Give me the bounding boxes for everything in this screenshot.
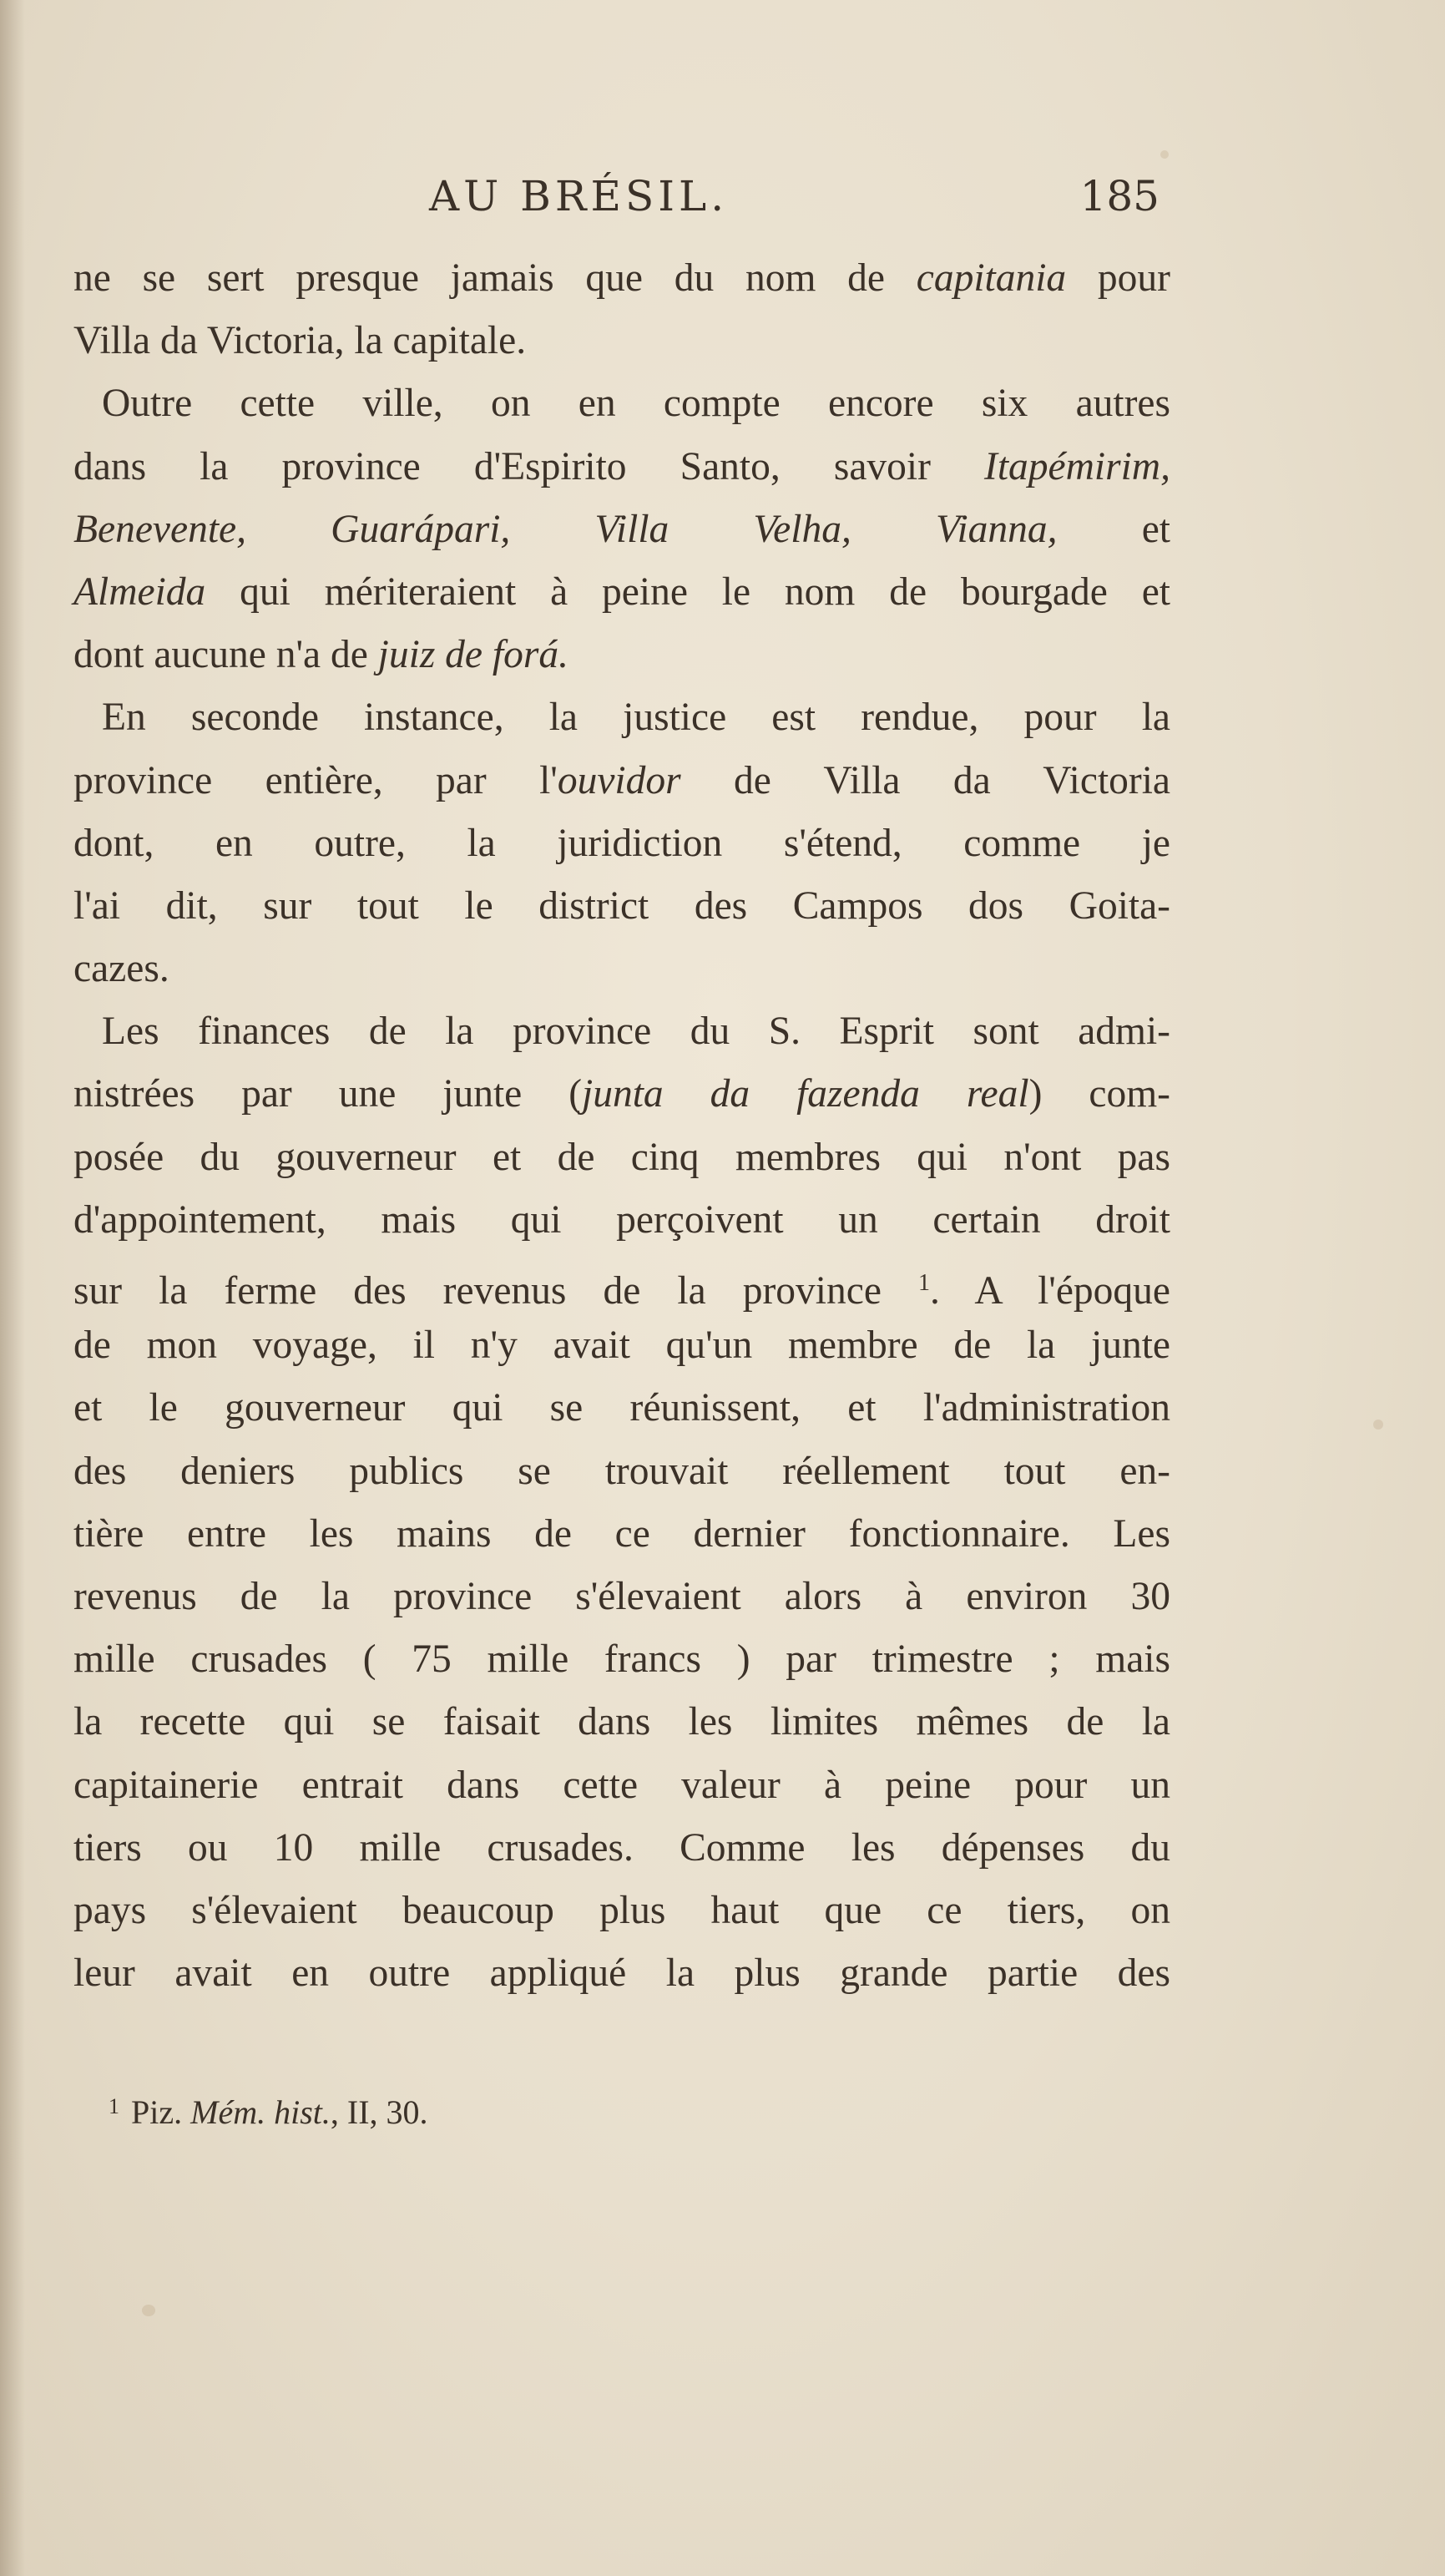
spine-shadow — [0, 0, 25, 2576]
footnote: $^1$ Piz. Mém. hist., II, 30. — [109, 2093, 428, 2131]
text-line: Benevente, Guarápari, Villa Velha, Vianna, et — [73, 507, 1170, 551]
footnote-mark: 1 — [109, 2094, 119, 2118]
text-line: et le gouverneur qui se réunissent, et l'administration — [73, 1386, 1170, 1430]
text-line: capitainerie entrait dans cette valeur à peine pour un — [73, 1763, 1170, 1807]
text-line: En seconde instance, la justice est rendue, pour la — [102, 696, 1170, 740]
text-line: la recette qui se faisait dans les limites mêmes de la — [73, 1700, 1170, 1744]
text-line: des deniers publics se trouvait réellement tout en- — [73, 1449, 1170, 1493]
text-line: dont, en outre, la juridiction s'étend, comme je — [73, 821, 1170, 865]
text-line: ne se sert presque jamais que du nom de capitania pour — [73, 256, 1170, 300]
foxing-spot — [1373, 1420, 1383, 1430]
text-line: posée du gouverneur et de cinq membres qui n'ont pas — [73, 1135, 1170, 1179]
text-line: tiers ou 10 mille crusades. Comme les dépenses du — [73, 1825, 1170, 1870]
text-line: cazes. — [73, 947, 169, 991]
foxing-spot — [142, 2305, 155, 2316]
running-head: AU BRÉSIL. — [429, 172, 729, 220]
text-line: Villa da Victoria, la capitale. — [73, 319, 527, 363]
text-line: pays s'élevaient beaucoup plus haut que ce tiers, on — [73, 1888, 1170, 1932]
text-line: de mon voyage, il n'y avait qu'un membre de la junte — [73, 1323, 1170, 1368]
text-line: dans la province d'Espirito Santo, savoir Itapémirim, — [73, 444, 1170, 488]
text-line: revenus de la province s'élevaient alors à environ 30 — [73, 1574, 1170, 1618]
foxing-spot — [1160, 150, 1169, 159]
text-line: l'ai dit, sur tout le district des Campos dos Goita- — [73, 883, 1170, 928]
text-line: d'appointement, mais qui perçoivent un certain droit — [73, 1197, 1170, 1242]
text-line: mille crusades ( 75 mille francs ) par trimestre ; mais — [73, 1637, 1170, 1682]
text-line: tière entre les mains de ce dernier fonctionnaire. Les — [73, 1511, 1170, 1556]
text-line: Outre cette ville, on en compte encore six autres — [102, 382, 1170, 426]
body-text — [73, 247, 1170, 2005]
text-line: nistrées par une junte (junta da fazenda real) com- — [73, 1072, 1170, 1116]
footnote-reference: 1 — [918, 1270, 930, 1296]
text-line: Almeida qui mériteraient à peine le nom de bourgade et — [73, 569, 1170, 614]
text-line: sur la ferme des revenus de la province $^1$. A l'époque — [73, 1269, 1171, 1313]
page-header — [62, 172, 1160, 232]
text-line: province entière, par l'ouvidor de Villa da Victoria — [73, 758, 1171, 802]
text-line: leur avait en outre appliqué la plus grande partie des — [73, 1951, 1170, 1996]
text-line: dont aucune n'a de juiz de forá. — [73, 633, 568, 677]
page-number: 185 — [1079, 172, 1160, 220]
text-line: Les finances de la province du S. Esprit sont admi- — [102, 1010, 1170, 1054]
